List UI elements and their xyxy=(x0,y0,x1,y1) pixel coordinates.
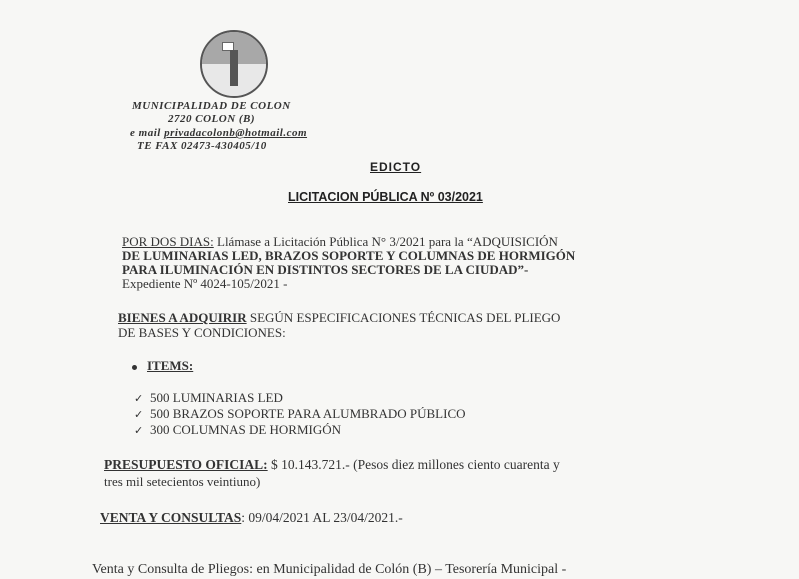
checkmark-icon: ✓ xyxy=(134,409,144,421)
item-text: 500 LUMINARIAS LED xyxy=(150,390,283,405)
header-city: 2720 COLON (B) xyxy=(168,113,256,125)
p1-line2: DE LUMINARIAS LED, BRAZOS SOPORTE Y COLUMNAS DE HORMIGÓN xyxy=(122,248,576,263)
presupuesto-text1: $ 10.143.721.- (Pesos diez millones ciento cuarenta y xyxy=(267,457,560,472)
p1-text1: Llámase a Licitación Pública N° 3/2021 para la “ADQUISICIÓN xyxy=(213,234,558,249)
email-label: e mail xyxy=(130,127,161,139)
venta-line xyxy=(100,510,403,526)
presupuesto-line1 xyxy=(104,457,560,473)
list-item xyxy=(134,390,283,406)
items-heading-text: ITEMS: xyxy=(147,358,194,373)
p1-lead: POR DOS DIAS: xyxy=(122,234,214,249)
list-item xyxy=(134,406,466,422)
p1-line3: PARA ILUMINACIÓN EN DISTINTOS SECTORES DE LA CIUDAD”- xyxy=(122,262,529,277)
email-link[interactable]: privadacolonb@hotmail.com xyxy=(164,127,308,139)
header-municipality: MUNICIPALIDAD DE COLON xyxy=(132,100,291,112)
header-phone: TE FAX 02473-430405/10 xyxy=(137,140,267,152)
bienes-line1 xyxy=(118,310,560,326)
bienes-lead: BIENES A ADQUIRIR xyxy=(118,310,247,325)
venta-lead: VENTA Y CONSULTAS xyxy=(100,510,242,525)
bienes-text1: SEGÚN ESPECIFICACIONES TÉCNICAS DEL PLIEGO xyxy=(246,310,561,325)
pie-line: Venta y Consulta de Pliegos: en Municipalidad de Colón (B) – Tesorería Municipal - xyxy=(92,562,567,577)
checkmark-icon: ✓ xyxy=(134,425,144,437)
item-text: 500 BRAZOS SOPORTE PARA ALUMBRADO PÚBLICO xyxy=(150,406,466,421)
title-edicto: EDICTO xyxy=(370,160,422,174)
presupuesto-line2: tres mil setecientos veintiuno) xyxy=(104,474,261,489)
bienes-line2: DE BASES Y CONDICIONES: xyxy=(118,325,286,340)
bullet-dot-icon xyxy=(132,365,137,370)
list-item xyxy=(134,422,341,438)
header-email xyxy=(130,127,307,139)
title-licitacion: LICITACION PÚBLICA Nº 03/2021 xyxy=(288,190,483,204)
p1-line4: Expediente Nº 4024-105/2021 - xyxy=(122,276,288,291)
municipal-seal-icon xyxy=(200,30,268,98)
item-text: 300 COLUMNAS DE HORMIGÓN xyxy=(150,422,342,437)
items-heading xyxy=(132,358,193,374)
presupuesto-lead: PRESUPUESTO OFICIAL: xyxy=(104,457,268,472)
venta-text: : 09/04/2021 AL 23/04/2021.- xyxy=(241,510,403,525)
checkmark-icon: ✓ xyxy=(134,393,144,405)
